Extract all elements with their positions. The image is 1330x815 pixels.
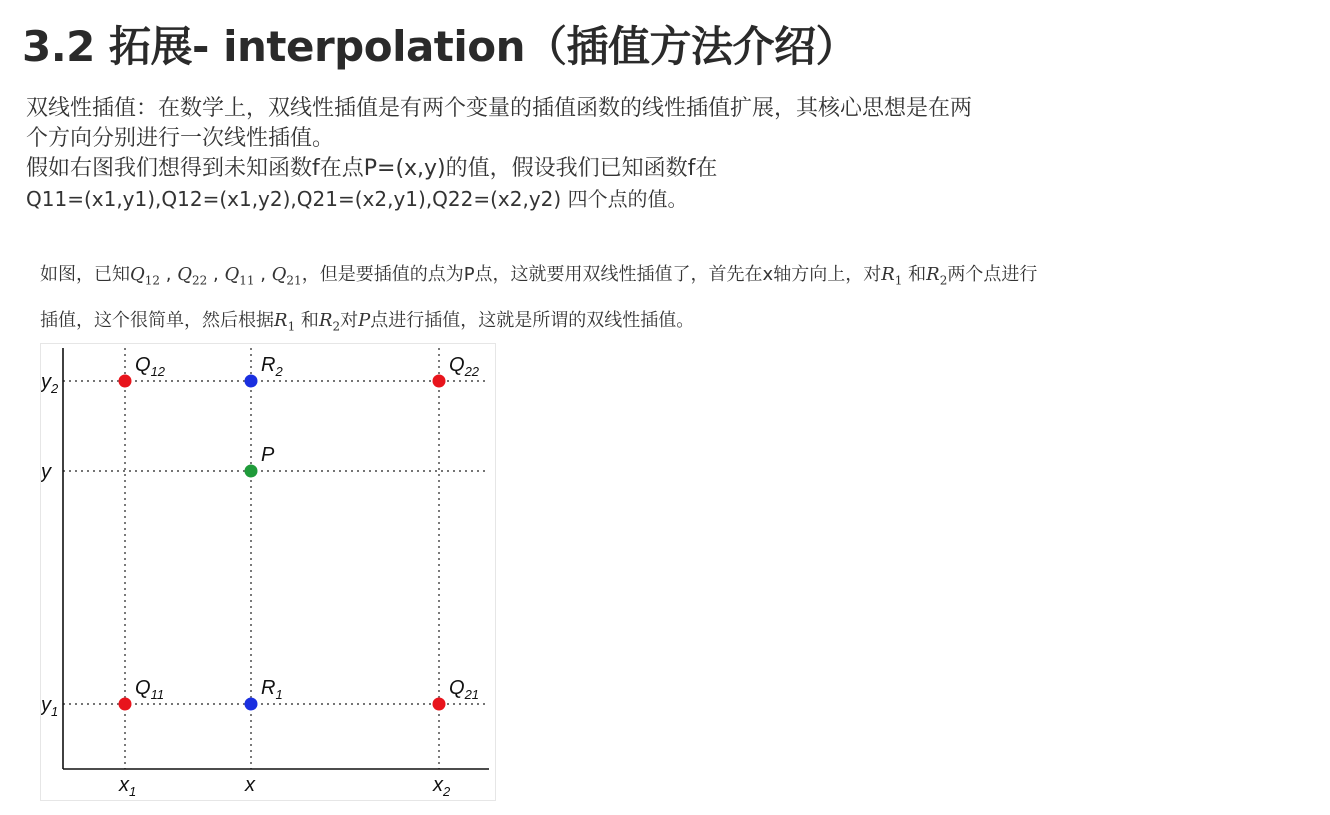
- diagram-canvas: [41, 344, 497, 802]
- intro-line-4: Q11=(x1,y1),Q12=(x1,y2),Q21=(x2,y1),Q22=(x2,y2) 四个点的值。: [26, 187, 688, 211]
- note-text: 和: [902, 264, 927, 285]
- point-r2: [245, 375, 258, 388]
- slide-title: 3.2 拓展- interpolation（插值方法介绍）: [22, 22, 858, 71]
- x-tick-label: $x_1$: [119, 774, 137, 799]
- math-symbol: R: [318, 310, 333, 331]
- intro-paragraph: [26, 94, 1286, 214]
- math-q12: [130, 264, 161, 288]
- math-symbol: R: [274, 310, 288, 331]
- math-r2: [318, 310, 341, 334]
- math-subscript: 11: [239, 273, 255, 288]
- y-tick-label: y: [41, 461, 51, 483]
- note-text: 如图，已知: [40, 264, 130, 285]
- math-subscript: 2: [332, 319, 341, 334]
- math-subscript: 1: [287, 319, 296, 334]
- math-subscript: 1: [894, 273, 903, 288]
- math-q21: [271, 264, 302, 288]
- math-symbol: Q: [177, 264, 192, 285]
- tick-labels: [41, 371, 451, 799]
- intro-line-3: 假如右图我们想得到未知函数f在点P=(x,y)的值，假设我们已知函数f在: [26, 156, 718, 181]
- math-symbol: Q: [130, 264, 145, 285]
- math-r1: [881, 264, 903, 288]
- note-text: 插值，这个很简单，然后根据: [40, 310, 274, 331]
- math-r1: [274, 310, 296, 334]
- bilinear-interpolation-diagram: [40, 343, 496, 801]
- y-tick-label: $y_2$: [41, 371, 59, 396]
- math-q11: [224, 264, 255, 288]
- note-text: ,: [207, 264, 225, 285]
- point-label-q12: $Q_{12}$: [135, 354, 166, 379]
- note-line-1: [40, 260, 1320, 288]
- note-line-2: [40, 306, 1320, 334]
- note-text: 和: [295, 310, 319, 331]
- intro-line-2: 个方向分别进行一次线性插值。: [26, 126, 335, 151]
- point-q11: [119, 698, 132, 711]
- y-tick-label: $y_1$: [41, 694, 59, 719]
- intro-line-1: 双线性插值：在数学上，双线性插值是有两个变量的插值函数的线性插值扩展，其核心思想是在两: [26, 96, 973, 121]
- note-text: ,: [160, 264, 178, 285]
- point-q12: [119, 375, 132, 388]
- point-label-p: P: [261, 444, 275, 466]
- point-label-r2: $R_2$: [261, 354, 283, 379]
- point-marks: [119, 354, 480, 711]
- point-label-r1: $R_1$: [261, 677, 283, 702]
- math-symbol: Q: [271, 264, 287, 285]
- note-text: ,: [254, 264, 272, 285]
- point-label-q22: $Q_{22}$: [449, 354, 480, 379]
- point-p: [245, 465, 258, 478]
- x-tick-label: x: [245, 774, 255, 796]
- math-subscript: 12: [144, 273, 161, 288]
- math-subscript: 22: [191, 273, 208, 288]
- math-subscript: 21: [286, 273, 302, 288]
- math-symbol: Q: [224, 264, 240, 285]
- note-text: 点进行插值，这就是所谓的双线性插值。: [370, 310, 695, 331]
- math-subscript: 2: [939, 273, 948, 288]
- math-p: P: [358, 310, 371, 331]
- x-tick-label: $x_2$: [433, 774, 451, 799]
- math-q22: [177, 264, 208, 288]
- point-r1: [245, 698, 258, 711]
- note-text: 对: [340, 310, 359, 331]
- point-label-q21: $Q_{21}$: [449, 677, 480, 702]
- point-label-q11: $Q_{11}$: [135, 677, 165, 702]
- point-q22: [433, 375, 446, 388]
- math-symbol: R: [881, 264, 895, 285]
- math-r2: [926, 264, 948, 288]
- point-q21: [433, 698, 446, 711]
- note-text: ，但是要插值的点为P点，这就要用双线性插值了，首先在x轴方向上，对: [301, 264, 882, 285]
- math-symbol: R: [926, 264, 940, 285]
- note-text: 两个点进行: [947, 264, 1038, 285]
